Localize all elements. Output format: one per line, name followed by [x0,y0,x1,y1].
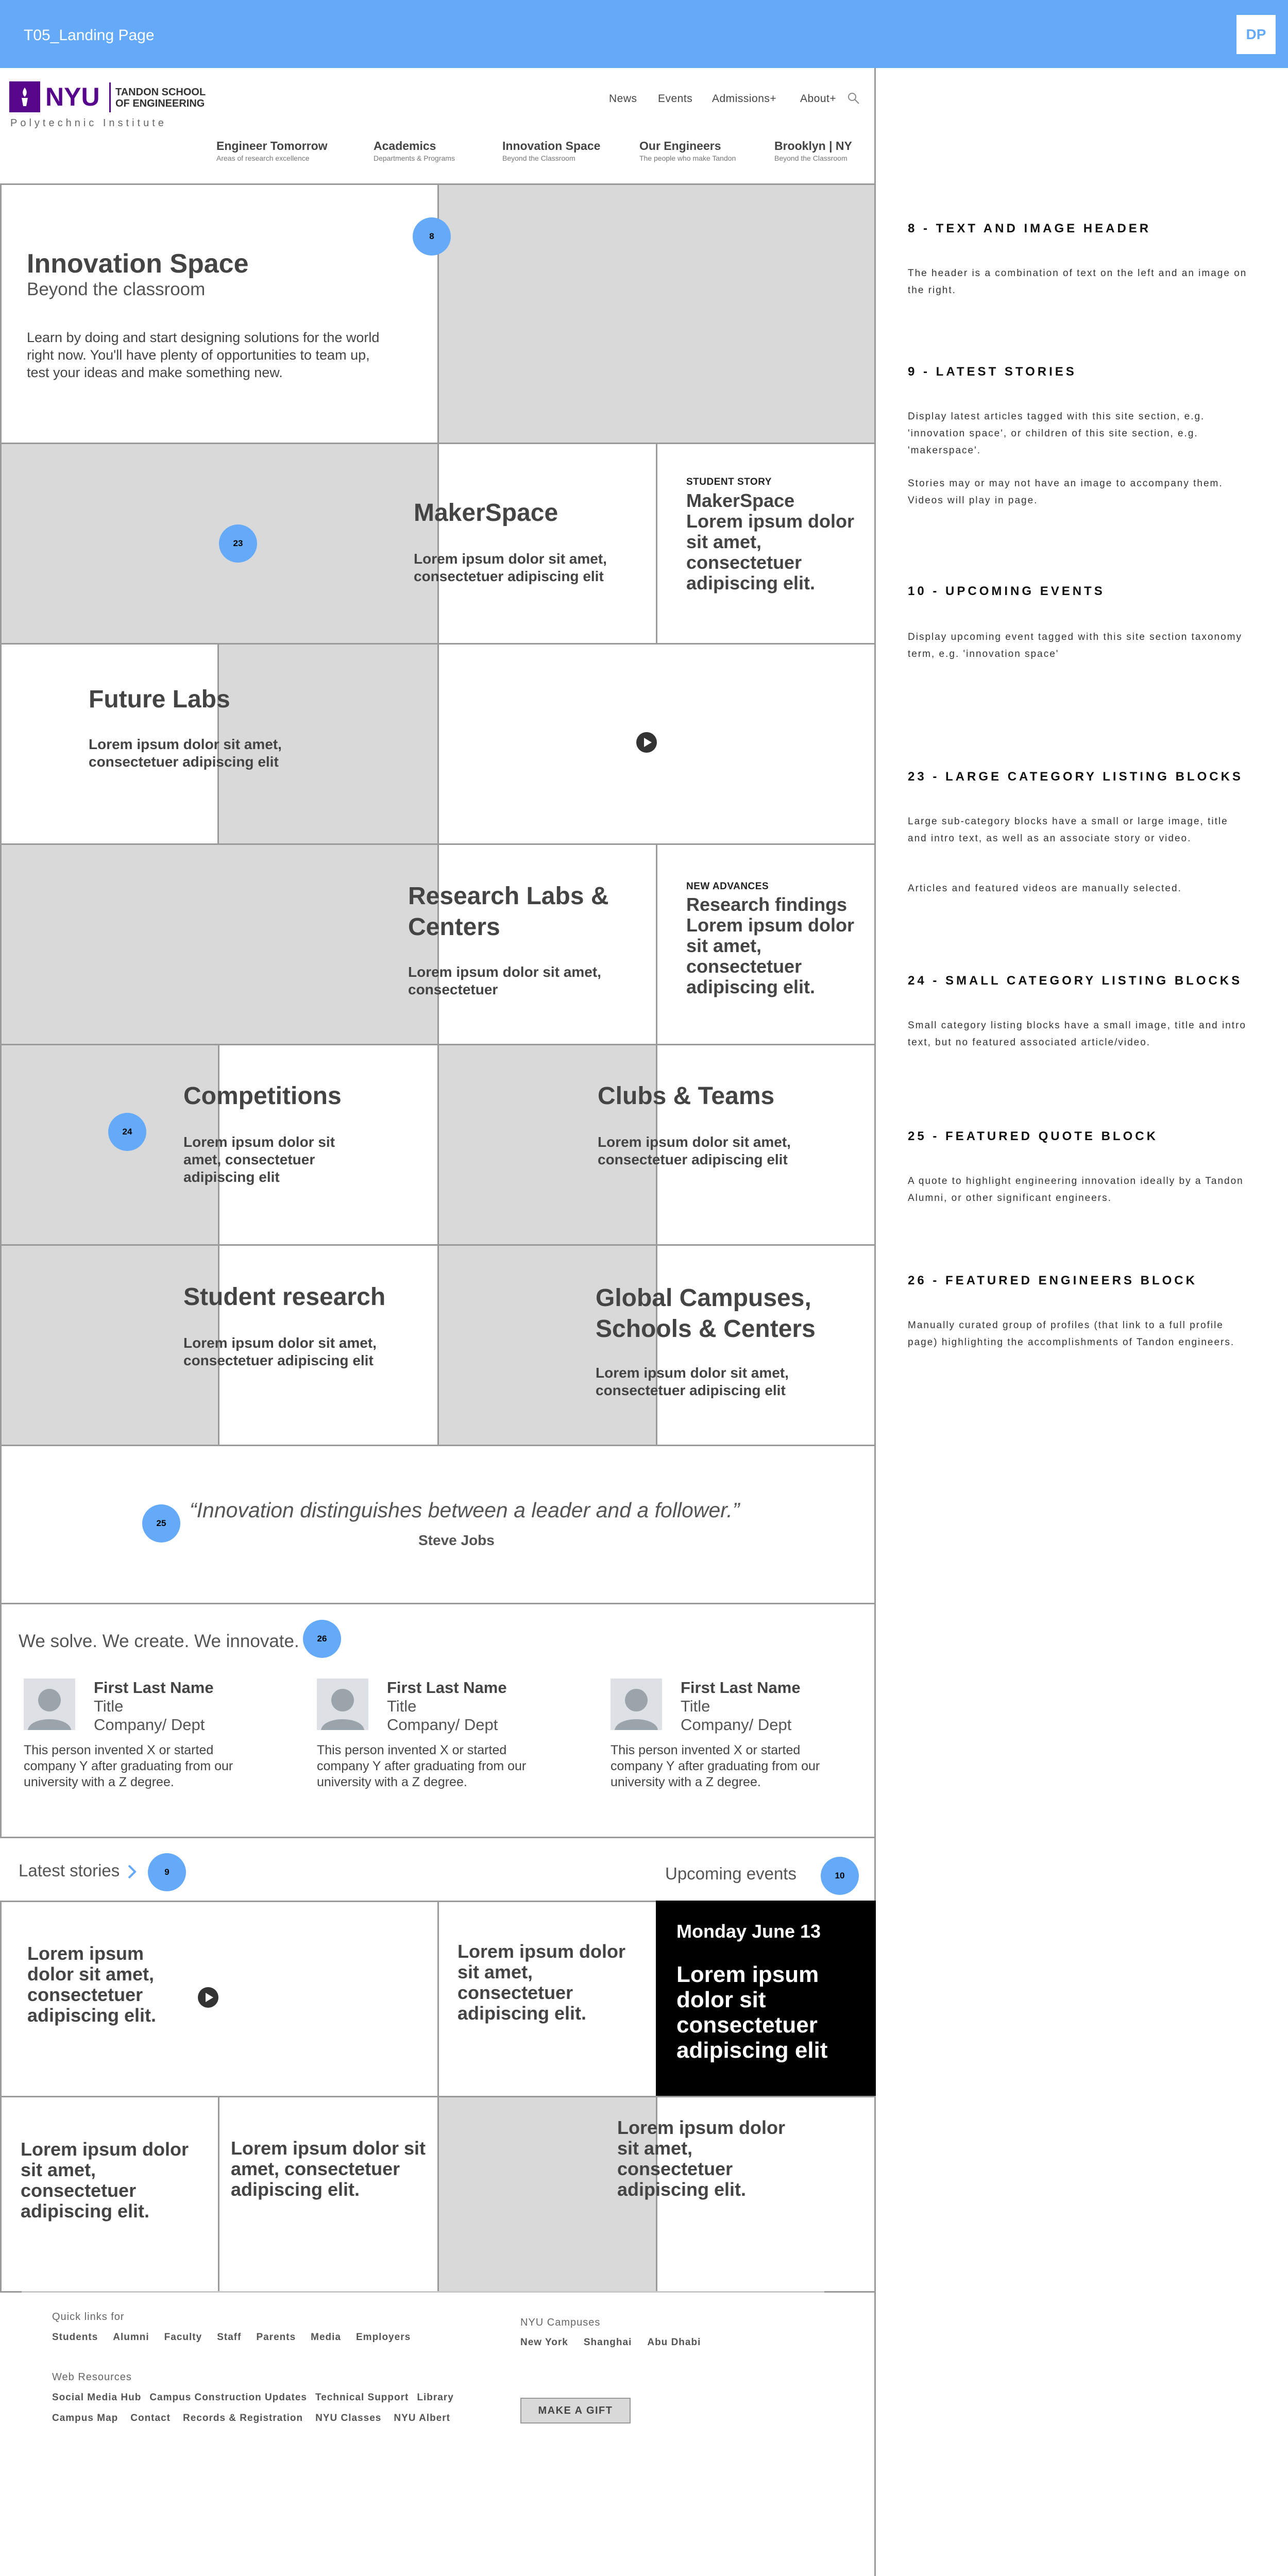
hero-subtitle: Beyond the classroom [27,279,206,299]
nav-about[interactable]: About+ [800,93,837,105]
main-nav-sub: Beyond the Classroom [774,154,848,162]
logo-divider [109,82,111,112]
story-text: Lorem ipsum dolor sit amet, consectetuer adipiscing elit. [27,1943,157,2026]
quick-link-media[interactable]: Media [311,2332,341,2343]
main-nav-label: Academics [374,139,436,152]
quick-link-staff[interactable]: Staff [217,2332,242,2343]
annotation-title-23: 23 - LARGE CATEGORY LISTING BLOCKS [908,770,1243,784]
global-body: Lorem ipsum dolor sit amet, consectetuer adipiscing elit [596,1365,789,1398]
campus-link[interactable]: New York [520,2337,568,2348]
annotation-title-26: 26 - FEATURED ENGINEERS BLOCK [908,1274,1197,1287]
future-labs-body: Lorem ipsum dolor sit amet, consectetuer adipiscing elit [89,736,282,770]
hero-text-panel [0,183,439,444]
web-link[interactable]: Contact [130,2413,171,2424]
upcoming-events-label: Upcoming events [665,1864,796,1883]
event-date: Monday June 13 [676,1921,821,1942]
logo-line-1: TANDON SCHOOL [115,87,206,98]
global-image [437,1244,657,1446]
quick-link-employers[interactable]: Employers [356,2332,411,2343]
web-link[interactable]: Campus Map [52,2413,118,2424]
main-nav-innovation-space[interactable] [502,139,600,162]
annotation-title-8: 8 - TEXT AND IMAGE HEADER [908,222,1151,235]
student-story-title: MakerSpace [686,490,795,511]
story-text: Lorem ipsum dolor sit amet, consectetuer adipiscing elit. [457,1941,626,2024]
web-link[interactable]: Records & Registration [182,2413,303,2424]
engineer-company: Company/ Dept [94,1716,205,1734]
clubs-body: Lorem ipsum dolor sit amet, consectetuer adipiscing elit [598,1134,791,1167]
quick-links [52,2332,411,2343]
annotation-badge-25: 25 [142,1504,180,1543]
quick-link-parents[interactable]: Parents [256,2332,296,2343]
research-body: Lorem ipsum dolor sit amet, consectetuer [408,964,601,997]
engineers-heading: We solve. We create. We innovate. [19,1631,299,1651]
engineer-name: First Last Name [94,1679,214,1697]
makerspace-body: Lorem ipsum dolor sit amet, consectetuer adipiscing elit [414,551,607,584]
global-panel[interactable] [656,1244,876,1446]
engineer-bio: This person invented X or started company Y after graduating from our university with a Z degree. [317,1743,527,1789]
web-resources-row-2 [52,2413,450,2424]
annotation-badge-10: 10 [821,1857,859,1895]
main-nav-sub: Areas of research excellence [216,154,310,162]
engineer-company: Company/ Dept [387,1716,498,1734]
user-avatar-badge[interactable]: DP [1236,15,1276,54]
research-title: Research Labs & Centers [408,883,609,941]
logo-tagline: Polytechnic Institute [10,117,167,129]
makerspace-panel[interactable] [437,443,657,645]
nav-news[interactable]: News [609,93,637,105]
quick-link-students[interactable]: Students [52,2332,98,2343]
web-resources-row-1 [52,2392,454,2403]
research-panel[interactable] [437,843,657,1045]
avatar-icon [317,1679,368,1730]
main-nav-label: Our Engineers [639,139,721,152]
latest-stories-link[interactable]: Latest stories [19,1861,120,1880]
engineer-bio: This person invented X or started company Y after graduating from our university with a Z degree. [611,1743,820,1789]
engineer-title: Title [94,1697,124,1715]
play-icon[interactable] [636,732,657,753]
main-nav-our-engineers[interactable] [639,139,736,162]
annotation-body-25: A quote to highlight engineering innovation ideally by a Tandon Alumni, or other significant engineers. [908,1176,1244,1204]
annotation-body-26: Manually curated group of profiles (that link to a full profile page) highlighting the accomplishments of Tandon engineers. [908,1320,1235,1348]
nyu-logo-text[interactable]: NYU [45,82,100,111]
annotation-body-8: The header is a combination of text on the left and an image on the right. [908,268,1247,296]
hero-image [437,183,876,444]
chevron-right-icon[interactable] [126,1864,138,1879]
story-text: Lorem ipsum dolor sit amet, consectetuer adipiscing elit. [21,2139,189,2222]
web-link[interactable]: NYU Classes [315,2413,382,2424]
student-story-kicker: STUDENT STORY [686,477,772,487]
annotation-badge-23: 23 [219,524,257,563]
web-link[interactable]: Library [417,2392,454,2403]
annotation-badge-8: 8 [413,217,451,256]
play-icon[interactable] [198,1987,218,2008]
hero-title: Innovation Space [27,249,249,279]
featured-quote-block [0,1445,876,1604]
make-a-gift-button[interactable]: MAKE A GIFT [520,2398,631,2424]
annotation-body-23b: Articles and featured videos are manually selected. [908,883,1182,894]
new-advances-kicker: NEW ADVANCES [686,881,769,892]
engineer-company: Company/ Dept [681,1716,792,1734]
main-nav-sub: The people who make Tandon [639,154,736,162]
makerspace-title: MakerSpace [414,499,558,527]
main-nav-label: Engineer Tomorrow [216,139,328,152]
clubs-title: Clubs & Teams [598,1082,775,1110]
nav-events[interactable]: Events [658,93,693,105]
quote-text: “Innovation distinguishes between a leader and a follower.” [190,1498,740,1522]
new-advances-body: Lorem ipsum dolor sit amet, consectetuer adipiscing elit. [686,914,855,997]
quote-author: Steve Jobs [418,1532,495,1548]
campus-link[interactable]: Shanghai [583,2337,632,2348]
student-research-title: Student research [183,1283,386,1311]
nyu-torch-icon[interactable] [9,81,40,112]
student-research-body: Lorem ipsum dolor sit amet, consectetuer adipiscing elit [183,1335,377,1368]
avatar-icon [611,1679,662,1730]
avatar-icon [24,1679,75,1730]
event-text: Lorem ipsum dolor sit consectetuer adipiscing elit [676,1962,828,2063]
annotation-title-25: 25 - FEATURED QUOTE BLOCK [908,1129,1158,1143]
web-link[interactable]: Technical Support [315,2392,409,2403]
search-icon[interactable] [847,92,860,105]
footer-divider [22,2291,824,2293]
campuses-list [520,2337,701,2348]
research-image [0,843,439,1045]
page-title: T05_Landing Page [24,27,155,44]
main-nav-sub: Departments & Programs [374,154,455,162]
annotation-badge-26: 26 [303,1620,341,1658]
web-link[interactable]: Campus Construction Updates [149,2392,308,2403]
future-labs-title: Future Labs [89,686,230,713]
competitions-title: Competitions [183,1082,342,1110]
competitions-body: Lorem ipsum dolor sit amet, consectetuer adipiscing elit [183,1134,335,1185]
main-nav-brooklyn[interactable] [774,139,852,162]
annotation-body-24: Small category listing blocks have a small image, title and intro text, but no featured associated article/video. [908,1020,1246,1048]
top-bar [0,0,1288,68]
main-nav-sub: Beyond the Classroom [502,154,575,162]
web-resources-label: Web Resources [52,2371,132,2383]
annotation-badge-9: 9 [148,1853,186,1891]
logo-line-2: OF ENGINEERING [115,98,205,109]
annotation-title-9: 9 - LATEST STORIES [908,365,1077,379]
web-link[interactable]: Social Media Hub [52,2392,142,2403]
quick-link-alumni[interactable]: Alumni [113,2332,149,2343]
student-story-body: Lorem ipsum dolor sit amet, consectetuer adipiscing elit. [686,511,855,594]
main-nav-label: Brooklyn | NY [774,139,852,152]
nav-admissions[interactable]: Admissions+ [712,93,777,105]
story-text: Lorem ipsum dolor sit amet, consectetuer adipiscing elit. [617,2117,786,2200]
campuses-label: NYU Campuses [520,2317,601,2328]
annotation-body-9b: Stories may or may not have an image to accompany them. Videos will play in page. [908,478,1223,506]
annotation-body-9: Display latest articles tagged with this site section, e.g. 'innovation space', or children of this site section, e.g. 'makerspace'. [908,411,1205,456]
quick-links-label: Quick links for [52,2311,125,2323]
annotation-title-10: 10 - UPCOMING EVENTS [908,584,1105,598]
web-link[interactable]: NYU Albert [394,2413,450,2424]
main-nav-engineer-tomorrow[interactable] [216,139,328,162]
engineer-name: First Last Name [387,1679,507,1697]
campus-link[interactable]: Abu Dhabi [647,2337,701,2348]
engineer-title: Title [387,1697,417,1715]
annotation-body-10: Display upcoming event tagged with this site section taxonomy term, e.g. 'innovation space' [908,632,1242,659]
annotation-badge-24: 24 [108,1113,146,1151]
annotation-title-24: 24 - SMALL CATEGORY LISTING BLOCKS [908,974,1243,988]
story-text: Lorem ipsum dolor sit amet, consectetuer adipiscing elit. [231,2138,426,2200]
engineer-title: Title [681,1697,710,1715]
engineer-bio: This person invented X or started company Y after graduating from our university with a Z degree. [24,1743,233,1789]
new-advances-title: Research findings [686,894,848,915]
hero-body: Learn by doing and start designing solutions for the world right now. You'll have plenty of opportunities to team up, test your ideas and make something new. [27,330,380,380]
global-title: Global Campuses, Schools & Centers [596,1284,816,1343]
engineer-name: First Last Name [681,1679,801,1697]
quick-link-faculty[interactable]: Faculty [164,2332,202,2343]
main-nav-academics[interactable] [374,139,455,162]
main-nav-label: Innovation Space [502,139,601,152]
annotation-body-23: Large sub-category blocks have a small or large image, title and intro text, as well as an associate story or video. [908,816,1228,844]
